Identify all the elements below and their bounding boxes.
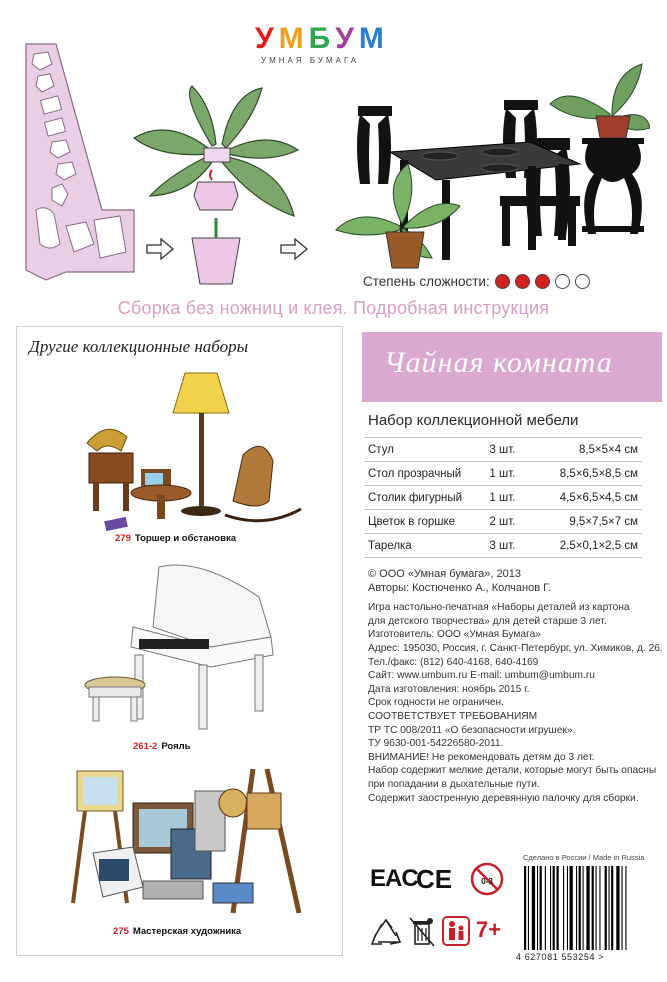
table-row xyxy=(364,486,642,510)
set-caption xyxy=(133,741,191,752)
eac-mark xyxy=(370,865,418,892)
info-line: Срок годности не ограничен. xyxy=(368,697,505,709)
set-name: Рояль xyxy=(161,741,191,752)
item-size: 8,5×5×4 см xyxy=(539,438,642,462)
info-line: Содержит заостренную деревянную палочку для сборки. xyxy=(368,792,639,804)
plant-assembly-illustration xyxy=(128,78,328,298)
set-number: 279 xyxy=(115,533,131,544)
product-title: Чайная комната xyxy=(384,346,613,379)
info-line: для детского творчества» для детей старше 3 лет. xyxy=(368,615,607,627)
other-sets-title: Другие коллекционные наборы xyxy=(29,337,249,356)
info-line: СООТВЕТСТВУЕТ ТРЕБОВАНИЯМ xyxy=(368,710,538,722)
info-line: Дата изготовления: ноябрь 2015 г. xyxy=(368,683,530,695)
logo-letters xyxy=(255,24,405,54)
set-number: 275 xyxy=(113,926,129,937)
age-text: 7+ xyxy=(476,917,502,942)
authors: Авторы: Костюченко А., Колчанов Г. xyxy=(368,581,551,594)
product-subtitle: Набор коллекционной мебели xyxy=(368,412,579,429)
item-qty: 3 шт. xyxy=(485,534,539,558)
item-size: 9,5×7,5×7 см xyxy=(539,510,642,534)
info-line: Изготовитель: ООО «Умная Бумага» xyxy=(368,629,541,641)
difficulty-dot-filled xyxy=(535,274,550,289)
barcode xyxy=(520,864,658,954)
table-row xyxy=(364,438,642,462)
item-name: Столик фигурный xyxy=(364,486,485,510)
item-name: Стол прозрачный xyxy=(364,462,485,486)
set-caption xyxy=(115,533,236,544)
made-in-label: Сделано в России / Made in Russia xyxy=(523,853,645,862)
trash-bin-icon xyxy=(408,916,436,948)
info-line: ВНИМАНИЕ! Не рекомендовать детям до 3 лет. xyxy=(368,751,595,763)
logo-subtitle: УМНАЯ БУМАГА xyxy=(261,56,360,65)
set-caption xyxy=(113,926,241,937)
ce-text: CE xyxy=(416,864,453,894)
info-line: ТУ 9630-001-54226580-2011. xyxy=(368,738,504,750)
cardboard-sheet-illustration xyxy=(22,40,142,285)
product-title-banner xyxy=(362,332,662,402)
set-number: 261-2 xyxy=(133,741,158,752)
difficulty-dot-filled xyxy=(515,274,530,289)
family-icon xyxy=(442,916,470,946)
ce-mark xyxy=(416,866,452,892)
info-line: ТР ТС 008/2011 «О безопасности игрушек». xyxy=(368,724,576,736)
info-line: при попадании в дыхательные пути. xyxy=(368,778,540,790)
other-sets-panel xyxy=(16,326,343,956)
item-qty: 1 шт. xyxy=(485,462,539,486)
logo-letter: М xyxy=(278,22,305,55)
item-name: Цветок в горшке xyxy=(364,510,485,534)
table-row xyxy=(364,534,642,558)
item-size: 2,5×0,1×2,5 см xyxy=(539,534,642,558)
difficulty-dot-empty xyxy=(575,274,590,289)
item-qty: 1 шт. xyxy=(485,486,539,510)
difficulty-rating xyxy=(363,274,590,289)
info-line: Набор содержит мелкие детали, которые могут быть опасны xyxy=(368,765,657,777)
info-line: Сайт: www.umbum.ru E-mail: umbum@umbum.ru xyxy=(368,670,595,682)
contents-table xyxy=(364,437,642,558)
logo-letter: У xyxy=(255,22,275,55)
item-name: Тарелка xyxy=(364,534,485,558)
logo-letter: У xyxy=(335,22,355,55)
info-line: Игра настольно-печатная «Наборы деталей из картона xyxy=(368,602,630,614)
logo-letter: Б xyxy=(308,22,332,55)
difficulty-label: Степень сложности: xyxy=(363,274,490,289)
barcode-number: 4 627081 553254 > xyxy=(516,952,605,962)
tea-room-furniture-illustration xyxy=(330,56,650,274)
copyright: © ООО «Умная бумага», 2013 xyxy=(368,568,521,580)
arrow-right-icon xyxy=(280,238,308,260)
set-name: Мастерская художника xyxy=(132,926,242,937)
item-name: Стул xyxy=(364,438,485,462)
difficulty-dot-empty xyxy=(555,274,570,289)
set-name: Торшер и обстановка xyxy=(134,533,236,544)
difficulty-dot-filled xyxy=(495,274,510,289)
product-info-block xyxy=(368,568,663,805)
item-qty: 3 шт. xyxy=(485,438,539,462)
artist-studio-set-image xyxy=(63,763,323,923)
age-warning-text: 0-3 xyxy=(481,877,493,886)
tagline: Сборка без ножниц и клея. Подробная инструкция xyxy=(117,298,550,318)
recycle-icon xyxy=(370,918,402,948)
table-row xyxy=(364,510,642,534)
info-line: Тел./факс: (812) 640-4168, 640-4169 xyxy=(368,656,539,668)
grand-piano-set-image xyxy=(79,555,289,735)
age-badge xyxy=(476,916,501,944)
item-size: 8,5×6,5×8,5 см xyxy=(539,462,642,486)
logo-letter: М xyxy=(358,22,385,55)
no-small-children-icon xyxy=(470,862,504,896)
info-line: Адрес: 195030, Россия, г. Санкт-Петербург, ул. Химиков, д. 26. xyxy=(368,642,663,654)
table-row xyxy=(364,462,642,486)
item-size: 4,5×6,5×4,5 см xyxy=(539,486,642,510)
floor-lamp-set-image xyxy=(75,365,305,535)
item-qty: 2 шт. xyxy=(485,510,539,534)
eac-text: EAC xyxy=(370,865,418,892)
